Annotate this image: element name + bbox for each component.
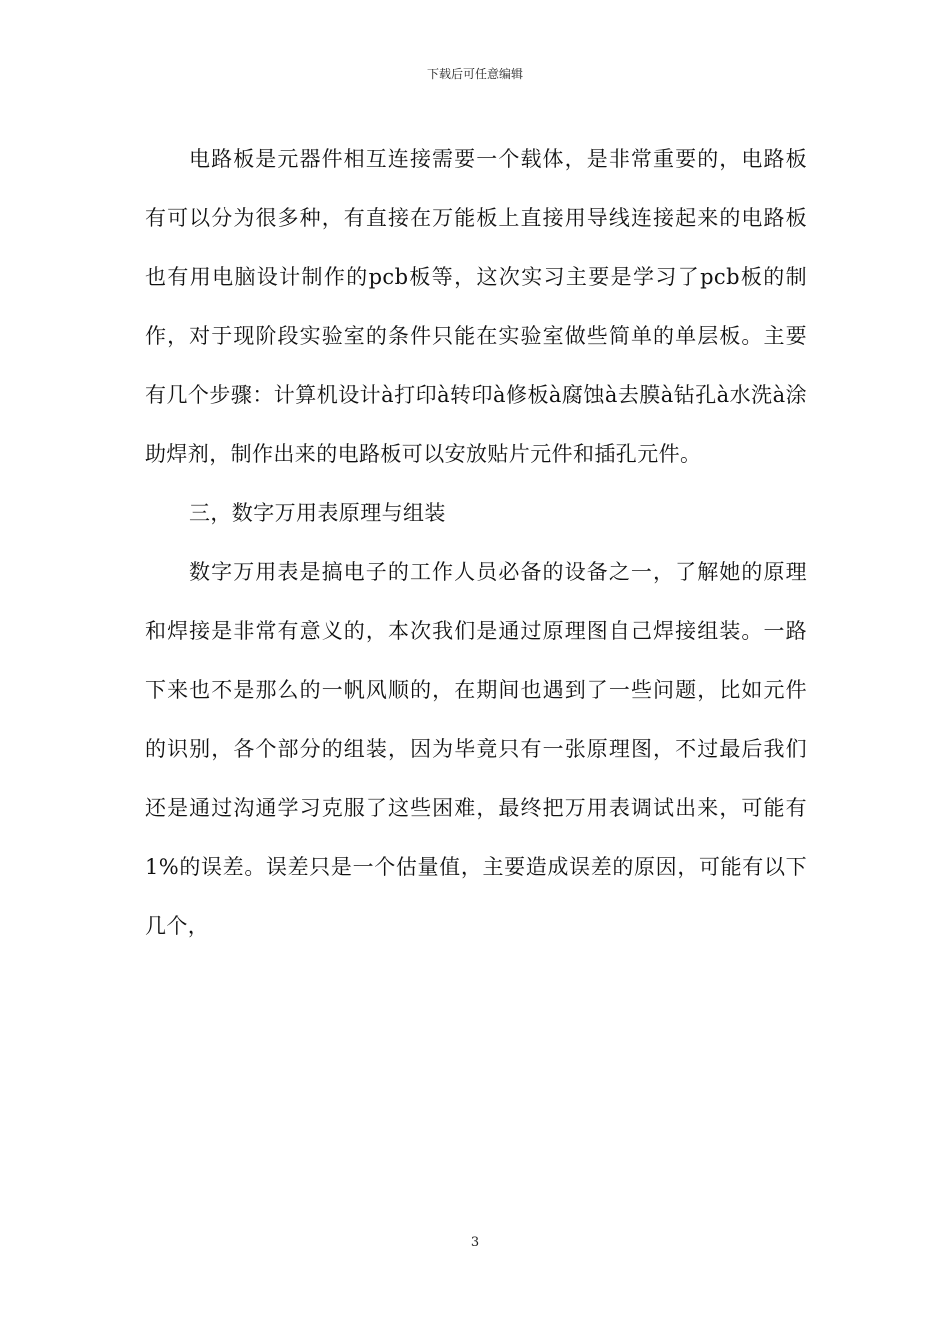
paragraph-pcb: 电路板是元器件相互连接需要一个载体，是非常重要的，电路板有可以分为很多种，有直接在万能板上直接用导线连接起来的电路板也有用电脑设计制作的pcb板等，这次实习主要是学习了pcb板的制作，对于现阶段实验室的条件只能在实验室做些简单的单层板。主要有几个步骤：计算机设计à打印à转印à修板à腐蚀à去膜à钻孔à水洗à涂助焊剂，制作出来的电路板可以安放贴片元件和插孔元件。	[145, 147, 807, 466]
document-body	[145, 130, 807, 956]
page-number: 3	[470, 1235, 480, 1250]
paragraph-multimeter: 数字万用表是搞电子的工作人员必备的设备之一，了解她的原理和焊接是非常有意义的，本次我们是通过原理图自己焊接组装。一路下来也不是那么的一帆风顺的，在期间也遇到了一些问题，比如元件的识别，各个部分的组装，因为毕竟只有一张原理图，不过最后我们还是通过沟通学习克服了这些困难，最终把万用表调试出来，可能有1%的误差。误差只是一个估量值，主要造成误差的原因，可能有以下几个，	[145, 560, 807, 938]
section-heading-multimeter: 三，数字万用表原理与组装	[189, 501, 446, 525]
page-header: 下载后可任意编辑	[426, 67, 523, 81]
